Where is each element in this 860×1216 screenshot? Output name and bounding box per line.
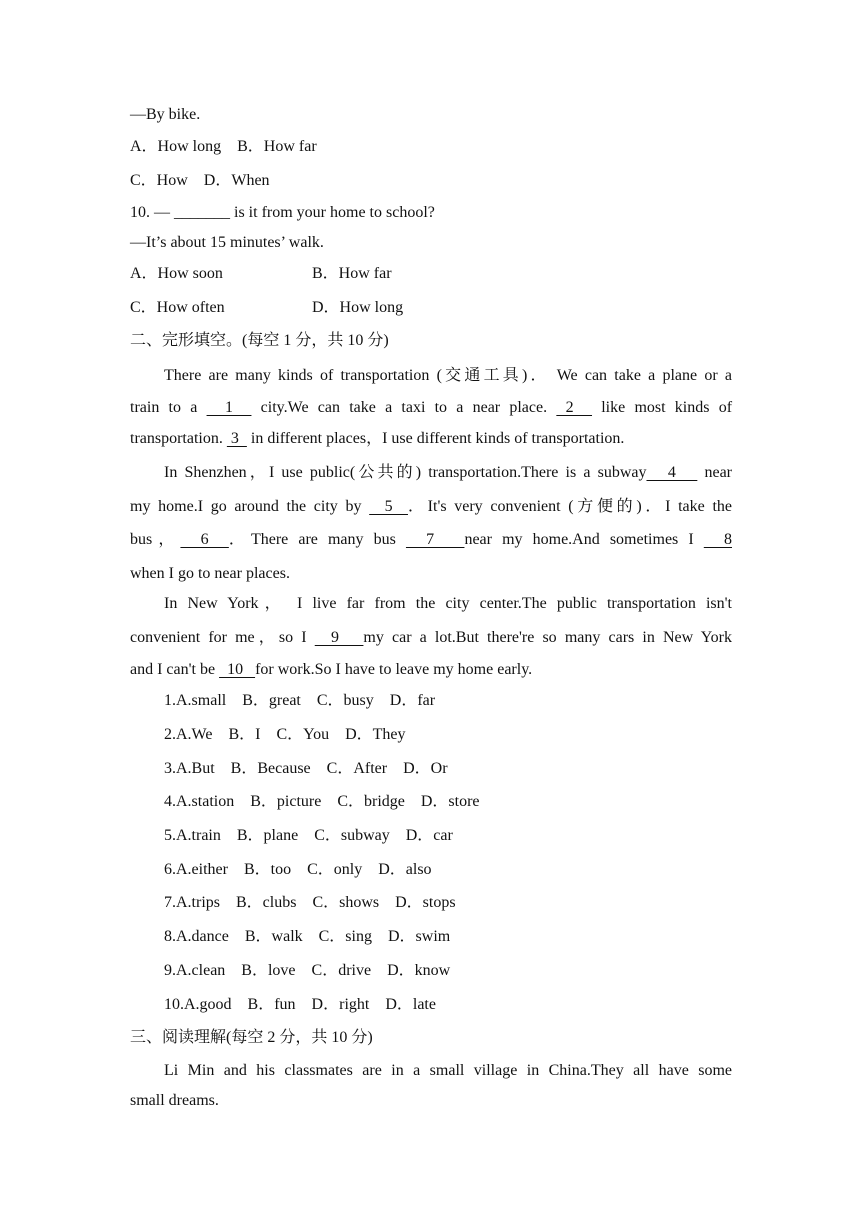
cloze-text: ．It's very convenient (方便的)．I take the — [407, 498, 733, 515]
cloze-blank-9: 9 — [314, 629, 364, 646]
cloze-text: near — [697, 464, 732, 481]
cloze-text: convenient for me，so I — [130, 629, 315, 646]
cloze-text: for work.So I have to leave my home early. — [255, 661, 533, 678]
cloze-p3-line1: In New York， I live far from the city center.The public transportation isn't — [164, 595, 732, 612]
cloze-option-row-5: 5.A.train B．plane C．subway D．car — [164, 827, 453, 844]
cloze-option-row-2: 2.A.We B．I C．You D．They — [164, 726, 406, 743]
cloze-p2-line2 — [130, 497, 732, 517]
cloze-option-row-10: 10.A.good B．fun D．right D．late — [164, 996, 436, 1013]
cloze-p1-line1: There are many kinds of transportation (交通工具)． We can take a plane or a — [164, 367, 732, 384]
cloze-text: ．There are many bus — [228, 531, 406, 548]
cloze-blank-10: 10 — [219, 661, 256, 678]
reading-p1-line1: Li Min and his classmates are in a small village in China.They all have some — [164, 1062, 732, 1079]
cloze-option-row-3: 3.A.But B．Because C．After D．Or — [164, 760, 448, 777]
q10-option-b: B．How far — [312, 265, 392, 282]
section3-heading: 三、阅读理解(每空 2 分，共 10 分) — [130, 1029, 373, 1046]
cloze-text: and I can't be — [130, 661, 220, 678]
q10-option-a: A．How soon — [130, 265, 223, 282]
cloze-blank-6: 6 — [180, 531, 229, 548]
cloze-p3-line2 — [130, 628, 732, 648]
cloze-text: near my home.And sometimes I — [464, 531, 704, 548]
cloze-blank-1: 1 — [206, 399, 252, 416]
cloze-text: my home.I go around the city by — [130, 498, 370, 515]
cloze-text: my car a lot.But there're so many cars in New York — [363, 629, 732, 646]
cloze-option-row-6: 6.A.either B．too C．only D．also — [164, 861, 432, 878]
cloze-p2-line3 — [130, 530, 732, 550]
cloze-option-row-7: 7.A.trips B．clubs C．shows D．stops — [164, 894, 456, 911]
q10-stem: 10. — _______ is it from your home to school? — [130, 204, 435, 221]
cloze-text: train to a — [130, 399, 207, 416]
section2-heading: 二、完形填空。(每空 1 分，共 10 分) — [130, 332, 389, 349]
q9-answer-line: —By bike. — [130, 106, 201, 123]
q9-options-row1: A．How long B．How far — [130, 138, 317, 155]
cloze-text: bus， — [130, 531, 181, 548]
cloze-text: city.We can take a taxi to a near place. — [251, 399, 557, 416]
cloze-text: In Shenzhen，I use public(公共的) transportation.There is a subway — [164, 464, 647, 481]
cloze-text: transportation. — [130, 430, 227, 447]
q10-options-row2 — [130, 298, 404, 318]
cloze-blank-5: 5 — [369, 498, 408, 515]
cloze-text: like most kinds of — [592, 399, 733, 416]
cloze-option-row-4: 4.A.station B．picture C．bridge D．store — [164, 793, 480, 810]
cloze-blank-7: 7 — [405, 531, 465, 548]
q10-option-c: C．How often — [130, 299, 225, 316]
cloze-blank-2: 2 — [556, 399, 593, 416]
cloze-option-row-9: 9.A.clean B．love C．drive D．know — [164, 962, 451, 979]
q9-options-row2: C．How D．When — [130, 172, 270, 189]
cloze-blank-3: 3 — [226, 430, 247, 447]
q10-option-d: D．How long — [312, 299, 404, 316]
reading-p1-line2: small dreams. — [130, 1092, 219, 1109]
cloze-text: in different places，I use different kinds of transportation. — [246, 430, 625, 447]
cloze-p2-line4: when I go to near places. — [130, 565, 290, 582]
q10-answer-line: —It’s about 15 minutes’ walk. — [130, 234, 324, 251]
cloze-p1-line2 — [130, 398, 732, 418]
cloze-option-row-1: 1.A.small B．great C．busy D．far — [164, 692, 436, 709]
cloze-p3-line3 — [130, 660, 532, 680]
cloze-blank-8: 8 — [703, 531, 732, 548]
cloze-p2-line1 — [164, 463, 732, 483]
cloze-option-row-8: 8.A.dance B．walk C．sing D．swim — [164, 928, 451, 945]
cloze-p1-line3 — [130, 429, 624, 449]
cloze-blank-4: 4 — [646, 464, 698, 481]
q10-options-row1 — [130, 264, 392, 284]
